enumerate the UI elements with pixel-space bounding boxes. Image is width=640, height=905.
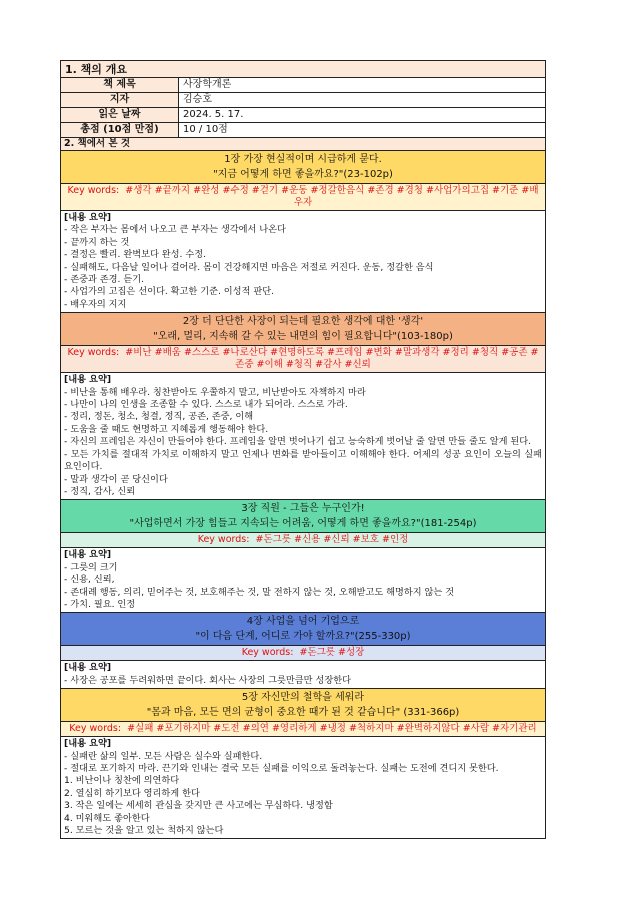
summary-line: - 실패해도, 다음날 일어나 걸어라. 몸이 건강해지면 마음은 저절로 커진다. 운동, 정갈한 음식 (64, 261, 434, 273)
summary-line: - 사장은 공포를 두려워하면 끝이다. 회사는 사장의 그릇만큼만 성장한다 (64, 674, 351, 686)
summary-line: - 가치. 필요. 인정 (64, 598, 136, 610)
summary-heading: [내용 요약] (64, 549, 112, 561)
info-key: 읽은 날짜 (61, 108, 179, 122)
info-row-author (61, 93, 545, 108)
chapter-2-keywords (61, 346, 545, 373)
summary-line: 4. 미워해도 좋아한다 (64, 812, 150, 824)
chapter-3-summary (61, 548, 545, 613)
summary-line: 5. 모르는 것을 알고 있는 척하지 않는다 (64, 825, 224, 836)
chapter-subtitle: "몸과 마음, 모든 면의 균형이 중요한 때가 된 것 같습니다" (331-366p) (146, 707, 460, 719)
summary-heading: [내용 요약] (64, 212, 112, 223)
keywords-text: #돈그릇 #신용 #신뢰 #보호 #인정 (255, 534, 409, 546)
chapter-4-keywords (61, 646, 545, 661)
section-1-title: 1. 책의 개요 (61, 61, 545, 78)
chapter-subtitle: "지금 어떻게 하면 좋을까요?"(23-102p) (213, 169, 393, 180)
summary-line: - 정직, 감사, 신뢰 (64, 485, 136, 497)
chapter-title: 4장 사업을 넘어 기업으로 (246, 616, 360, 628)
keywords-label: Key words: (197, 534, 250, 546)
summary-line: - 도움을 줄 때도 현명하고 지혜롭게 행동해야 한다. (64, 423, 269, 435)
keywords-label: Key words: (69, 723, 122, 735)
summary-line: - 결정은 빨리. 완벽보다 완성. 수정. (64, 249, 207, 261)
chapter-subtitle: "사업하면서 가장 힘들고 지속되는 어려움, 어떻게 하면 좋을까요?"(181-254p) (129, 518, 477, 530)
chapter-title: 2장 더 단단한 사장이 되는데 필요한 생각에 대한 '생각' (182, 316, 424, 328)
chapter-4-header (61, 613, 545, 646)
keywords-label: Key words: (241, 647, 294, 659)
chapter-1-keywords (61, 184, 545, 211)
chapter-subtitle: "오래, 멀리, 지속해 갈 수 있는 내면의 힘이 필요합니다"(103-180p) (153, 331, 453, 343)
info-key: 총점 (10점 만점) (61, 123, 179, 137)
summary-line: - 나만이 나의 인생을 조종할 수 있다. 스스로 내가 되어라. 스스로 가라. (64, 399, 348, 411)
chapter-2-summary (61, 373, 545, 500)
info-key: 지자 (61, 93, 179, 107)
summary-line: - 자신의 프레임은 자신이 만들어야 한다. 프레임을 알면 벗어나기 쉽고 능숙하게 벗어날 줄 알면 만들 줄도 알게 된다. (64, 436, 532, 448)
keywords-text: #돈그릇 #성장 (299, 647, 365, 659)
summary-line: 2. 열심히 하기보다 영리하게 한다 (64, 787, 200, 799)
chapter-subtitle: "이 다음 단계, 어디로 가야 할까요?"(255-330p) (195, 631, 411, 643)
summary-line: - 배우자의 지지 (64, 298, 127, 310)
chapter-5-keywords (61, 722, 545, 737)
section-2-title: 2. 책에서 본 것 (61, 138, 545, 151)
chapter-title: 5장 자신만의 철학을 세워라 (241, 692, 365, 704)
summary-line: - 끝까지 하는 것 (64, 236, 130, 248)
summary-heading: [내용 요약] (64, 738, 112, 750)
summary-line: - 정리, 정돈, 청소, 청결, 정직, 공존, 존중, 이해 (64, 411, 254, 423)
chapter-3-header (61, 500, 545, 533)
summary-line: - 작은 부자는 몸에서 나오고 큰 부자는 생각에서 나온다 (64, 224, 286, 236)
summary-line: - 신용, 신뢰, (64, 574, 115, 586)
summary-line: - 모든 가치를 절대적 가치로 이해하지 말고 언제나 변화를 받아들이고 이해해야 한다. 어제의 성공 요인이 오늘의 실패 요인이다. (64, 448, 542, 473)
chapter-4-summary (61, 661, 545, 689)
info-key: 책 제목 (61, 78, 179, 92)
info-value: 10 / 10점 (183, 124, 228, 135)
chapter-5-header (61, 689, 545, 722)
info-row-score (61, 123, 545, 138)
summary-line: - 존중과 존경. 듣기. (64, 274, 145, 286)
chapter-3-keywords (61, 533, 545, 548)
keywords-label: Key words: (67, 185, 120, 196)
keywords-text: #생각 #끝까지 #완성 #수정 #걷기 #운동 #정갈한음식 #존경 #경청 #사업가의고집 #기준 #배우자 (125, 185, 539, 208)
keywords-text: #비난 #배움 #스스로 #나로산다 #현명하도록 #프레임 #변화 #말과생각 #정리 #청직 #공존 #존중 #이해 #청직 #감사 #신뢰 (125, 347, 539, 371)
summary-line: - 비난을 통해 배우라. 칭찬받아도 우쭐하지 말고, 비난받아도 자책하지 마라 (64, 386, 366, 398)
summary-line: - 절대로 포기하지 마라. 끈기와 인내는 결국 모든 실패를 이익으로 돌려놓는다. 실패는 도전에 견디지 못한다. (64, 762, 499, 774)
chapter-1-summary (61, 211, 545, 313)
summary-heading: [내용 요약] (64, 662, 112, 674)
info-row-title (61, 78, 545, 93)
summary-heading: [내용 요약] (64, 374, 112, 386)
chapter-title: 1장 가장 현실적이며 시급하게 묻다. (224, 154, 382, 165)
chapter-1-header (61, 151, 545, 184)
info-value: 김승호 (183, 94, 212, 105)
chapter-5-summary (61, 737, 545, 838)
summary-line: 1. 비난이나 칭찬에 의연하다 (64, 775, 180, 787)
summary-line: - 실패란 삶의 일부. 모든 사람은 실수와 실패한다. (64, 750, 263, 762)
info-value: 사장학개론 (183, 79, 232, 90)
summary-line: - 그릇의 크기 (64, 561, 118, 573)
summary-line: - 말과 생각이 곧 당신이다 (64, 473, 168, 485)
info-row-date (61, 108, 545, 123)
chapter-title: 3장 직원 - 그들은 누구인가! (241, 503, 365, 515)
keywords-text: #실패 #포기하지마 #도전 #의연 #영리하게 #냉정 #척하지마 #완벽하지않다 #사람 #자기관리 (127, 723, 537, 735)
summary-line: - 사업가의 고집은 선이다. 확고한 기준. 이성적 판단. (64, 286, 275, 298)
keywords-label: Key words: (67, 347, 120, 359)
book-report (60, 60, 546, 839)
chapter-2-header (61, 313, 545, 346)
summary-line: 3. 작은 일에는 세세히 관심을 갖지만 큰 사고에는 무심하다. 냉정함 (64, 800, 333, 812)
info-value: 2024. 5. 17. (183, 109, 244, 120)
summary-line: - 존대례 행동, 의리, 믿어주는 것, 보호해주는 것, 말 전하지 않는 것, 오해받고도 해명하지 않는 것 (64, 586, 455, 598)
